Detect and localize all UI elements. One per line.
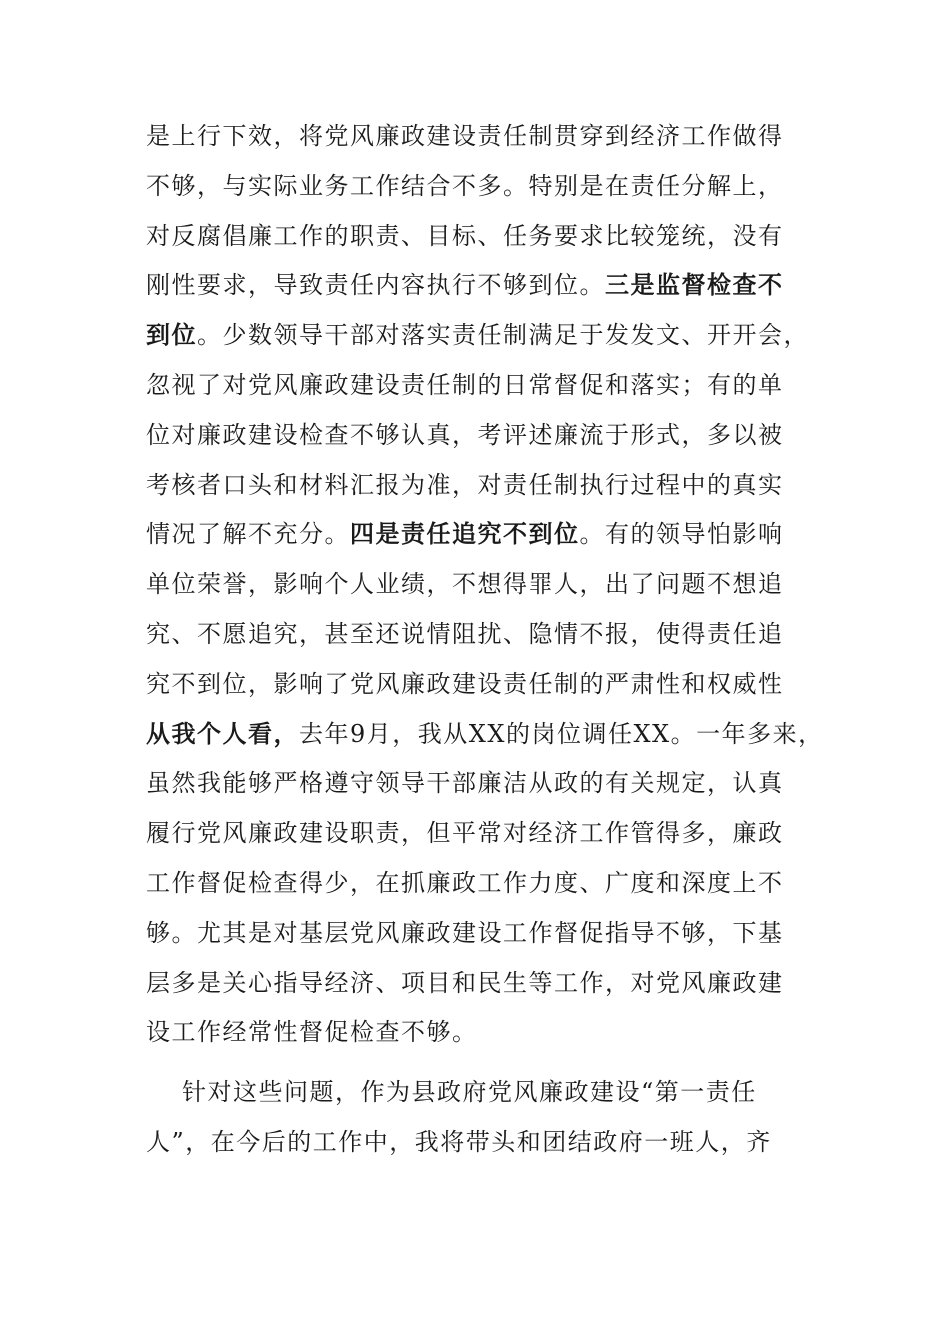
text-run: 人”，在今后的工作中，我将带头和团结政府一班人，齐 bbox=[146, 1127, 772, 1156]
text-line bbox=[146, 367, 784, 403]
text-line bbox=[146, 118, 784, 154]
text-line bbox=[146, 1124, 772, 1160]
text-run: 究不到位，影响了党风廉政建设责任制的严肃性和权威性 bbox=[146, 669, 784, 698]
text-run: 不够，与实际业务工作结合不多。特别是在责任分解上， bbox=[146, 171, 784, 200]
text-run: 忽视了对党风廉政建设责任制的日常督促和落实；有的单 bbox=[146, 371, 784, 399]
text-run: 是上行下效，将党风廉政建设责任制贯穿到经济工作做得 bbox=[146, 122, 784, 150]
text-run: 单位荣誉，影响个人业绩，不想得罪人，出了问题不想追 bbox=[146, 570, 784, 599]
text-line bbox=[146, 317, 809, 353]
text-run: 。有的领导怕影响 bbox=[579, 520, 784, 549]
text-run: 虽然我能够严格遵守领导干部廉洁从政的有关规定，认真 bbox=[146, 769, 784, 798]
text-line bbox=[146, 516, 784, 552]
text-line bbox=[146, 666, 784, 702]
bold-phrase: 从我个人看， bbox=[146, 719, 299, 748]
text-run: 工作督促检查得少，在抓廉政工作力度、广度和深度上不 bbox=[146, 869, 784, 897]
text-run: 刚性要求，导致责任内容执行不够到位。 bbox=[146, 271, 605, 300]
text-run: 层多是关心指导经济、项目和民生等工作，对党风廉政建 bbox=[146, 968, 784, 997]
bold-phrase: 三是监督检查不 bbox=[605, 271, 784, 300]
text-line bbox=[146, 915, 784, 951]
text-run: 设工作经常性督促检查不够。 bbox=[146, 1018, 478, 1047]
text-run: 究、不愿追究，甚至还说情阻扰、隐情不报，使得责任追 bbox=[146, 620, 784, 648]
text-line bbox=[182, 1074, 757, 1110]
text-line bbox=[146, 467, 784, 503]
text-line bbox=[146, 168, 784, 204]
text-line bbox=[146, 865, 784, 901]
text-line bbox=[146, 1014, 478, 1050]
text-line bbox=[146, 765, 784, 801]
text-line bbox=[146, 815, 784, 851]
bold-phrase: 到位 bbox=[146, 321, 197, 350]
bold-phrase: 四是责任追究不到位 bbox=[350, 520, 580, 549]
text-run: 位对廉政建设检查不够认真，考评述廉流于形式，多以被 bbox=[146, 420, 784, 449]
text-line bbox=[146, 417, 784, 453]
text-run: 情况了解不充分。 bbox=[146, 520, 350, 549]
text-line bbox=[146, 267, 784, 303]
text-line bbox=[146, 616, 784, 652]
text-run: 履行党风廉政建设职责，但平常对经济工作管得多，廉政 bbox=[146, 819, 784, 848]
text-line bbox=[146, 566, 784, 602]
text-run: 够。尤其是对基层党风廉政建设工作督促指导不够，下基 bbox=[146, 918, 784, 947]
text-run: 针对这些问题，作为县政府党风廉政建设“第一责任 bbox=[182, 1078, 757, 1106]
text-run: 去年9月，我从XX的岗位调任XX。一年多来， bbox=[299, 719, 824, 748]
text-line bbox=[146, 716, 824, 752]
text-run: 对反腐倡廉工作的职责、目标、任务要求比较笼统，没有 bbox=[146, 221, 784, 250]
text-run: 考核者口头和材料汇报为准，对责任制执行过程中的真实 bbox=[146, 470, 784, 499]
text-run: 。少数领导干部对落实责任制满足于发发文、开开会， bbox=[197, 321, 809, 350]
text-line bbox=[146, 965, 784, 1001]
text-line bbox=[146, 218, 784, 254]
